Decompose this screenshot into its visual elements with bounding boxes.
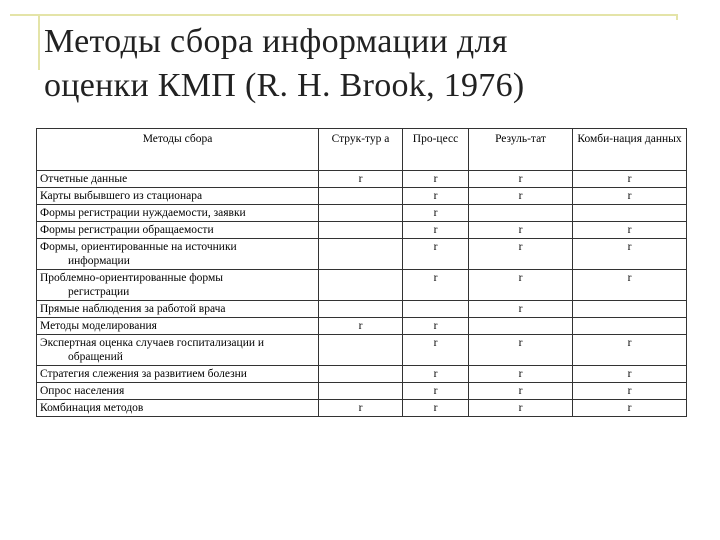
decorative-top-line [10, 14, 678, 16]
method-name-cell [37, 205, 319, 222]
structure-mark: r [319, 400, 403, 417]
result-mark: r [469, 188, 573, 205]
result-mark: r [469, 301, 573, 318]
combination-mark: r [573, 270, 687, 301]
process-mark: r [403, 318, 469, 335]
table-body [37, 171, 687, 417]
header-methods: Методы сбора [37, 129, 319, 171]
method-name-cell [37, 222, 319, 239]
methods-table [36, 128, 687, 417]
table-row [37, 400, 687, 417]
slide-title-line-1: Методы сбора информации для [44, 23, 508, 60]
method-name-cell [37, 301, 319, 318]
result-mark: r [469, 400, 573, 417]
structure-mark [319, 335, 403, 366]
process-mark: r [403, 400, 469, 417]
combination-mark [573, 301, 687, 318]
table-row [37, 188, 687, 205]
header-result: Резуль-тат [469, 129, 573, 171]
combination-mark [573, 205, 687, 222]
slide-title [44, 20, 684, 108]
structure-mark [319, 301, 403, 318]
method-name-cell [37, 366, 319, 383]
method-name: Стратегия слежения за развитием болезни [40, 368, 247, 380]
table-row [37, 383, 687, 400]
method-name-cell [37, 383, 319, 400]
structure-mark [319, 366, 403, 383]
combination-mark: r [573, 222, 687, 239]
method-name-continuation: регистрации [68, 286, 130, 298]
combination-mark: r [573, 239, 687, 270]
method-name-cell [37, 270, 319, 301]
result-mark: r [469, 171, 573, 188]
table-row [37, 366, 687, 383]
table-row [37, 318, 687, 335]
table-row [37, 301, 687, 318]
structure-mark [319, 222, 403, 239]
structure-mark [319, 205, 403, 222]
result-mark [469, 318, 573, 335]
table-row [37, 205, 687, 222]
process-mark: r [403, 205, 469, 222]
result-mark: r [469, 222, 573, 239]
process-mark: r [403, 335, 469, 366]
process-mark: r [403, 171, 469, 188]
method-name: Формы, ориентированные на источники [40, 241, 237, 253]
table-row [37, 335, 687, 366]
process-mark: r [403, 270, 469, 301]
combination-mark: r [573, 366, 687, 383]
method-name: Экспертная оценка случаев госпитализации и [40, 337, 265, 349]
table-row [37, 239, 687, 270]
result-mark: r [469, 383, 573, 400]
process-mark: r [403, 239, 469, 270]
method-name-cell [37, 400, 319, 417]
combination-mark: r [573, 188, 687, 205]
result-mark [469, 205, 573, 222]
method-name: Формы регистрации обращаемости [40, 224, 214, 236]
process-mark [403, 301, 469, 318]
method-name: Отчетные данные [40, 173, 128, 185]
method-name: Прямые наблюдения за работой врача [40, 303, 226, 315]
process-mark: r [403, 188, 469, 205]
decorative-left-line [38, 14, 40, 70]
structure-mark [319, 239, 403, 270]
combination-mark: r [573, 400, 687, 417]
method-name-cell [37, 335, 319, 366]
combination-mark: r [573, 335, 687, 366]
result-mark: r [469, 335, 573, 366]
combination-mark: r [573, 383, 687, 400]
method-name: Методы моделирования [40, 320, 157, 332]
structure-mark: r [319, 318, 403, 335]
table-row [37, 171, 687, 188]
process-mark: r [403, 383, 469, 400]
header-structure: Струк-тур а [319, 129, 403, 171]
structure-mark: r [319, 171, 403, 188]
structure-mark [319, 383, 403, 400]
method-name: Карты выбывшего из стационара [40, 190, 203, 202]
method-name: Формы регистрации нуждаемости, заявки [40, 207, 246, 219]
method-name-continuation: информации [68, 255, 130, 267]
process-mark: r [403, 222, 469, 239]
method-name-cell [37, 188, 319, 205]
header-combination: Комби-нация данных [573, 129, 687, 171]
structure-mark [319, 188, 403, 205]
method-name: Проблемно-ориентированные формы [40, 272, 223, 284]
header-process: Про-цесс [403, 129, 469, 171]
method-name: Опрос населения [40, 385, 125, 397]
table-row [37, 270, 687, 301]
result-mark: r [469, 270, 573, 301]
result-mark: r [469, 366, 573, 383]
table-row [37, 222, 687, 239]
table-header-row [37, 129, 687, 171]
method-name-cell [37, 171, 319, 188]
combination-mark: r [573, 171, 687, 188]
result-mark: r [469, 239, 573, 270]
slide-title-line-2: оценки КМП (R. H. Brook, 1976) [44, 67, 525, 104]
method-name-continuation: обращений [68, 351, 123, 363]
method-name-cell [37, 318, 319, 335]
combination-mark [573, 318, 687, 335]
method-name: Комбинация методов [40, 402, 144, 414]
structure-mark [319, 270, 403, 301]
method-name-cell [37, 239, 319, 270]
process-mark: r [403, 366, 469, 383]
